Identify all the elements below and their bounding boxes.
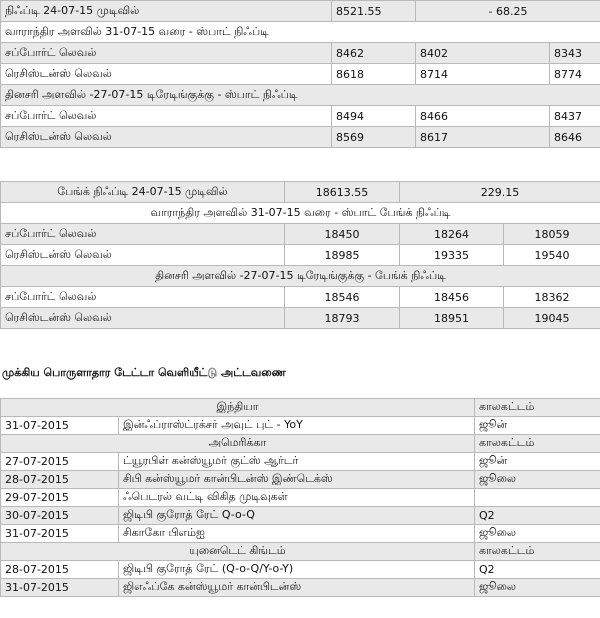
event-name: சிகாகோ பிஎம்ஐ: [119, 525, 475, 543]
table-row: [1, 579, 600, 597]
table-row: [1, 64, 600, 85]
row-label: சப்போர்ட் லெவல்: [1, 224, 285, 245]
level-value: 19335: [400, 245, 504, 266]
level-value: 18793: [285, 308, 400, 329]
level-value: 8774: [550, 64, 600, 85]
event-date: 31-07-2015: [1, 579, 119, 597]
table-row: [1, 471, 600, 489]
level-value: 8569: [332, 127, 416, 148]
period-header: காலகட்டம்: [475, 399, 600, 417]
level-value: 18059: [504, 224, 600, 245]
event-period: Q2: [475, 561, 600, 579]
table-row: [1, 106, 600, 127]
event-period: ஜூலை: [475, 471, 600, 489]
event-date: 31-07-2015: [1, 525, 119, 543]
event-name: ட்யூரபிள் கன்ஸ்யூமர் குட்ஸ் ஆர்டர்: [119, 453, 475, 471]
event-period: ஜூலை: [475, 579, 600, 597]
event-date: 28-07-2015: [1, 561, 119, 579]
level-value: 8462: [332, 43, 416, 64]
table-row: [1, 525, 600, 543]
level-value: 8494: [332, 106, 416, 127]
row-label: ரெசிஸ்டன்ஸ் லெவல்: [1, 127, 332, 148]
econ-calendar-table: [0, 398, 600, 597]
event-period: ஜூலை: [475, 525, 600, 543]
event-date: 30-07-2015: [1, 507, 119, 525]
banknifty-weekly-header-row: [1, 203, 600, 224]
table-row: [1, 561, 600, 579]
row-label: ரெசிஸ்டன்ஸ் லெவல்: [1, 64, 332, 85]
country-header-row: [1, 435, 600, 453]
table-row: [1, 453, 600, 471]
nifty-daily-header-row: [1, 85, 600, 106]
level-value: 18362: [504, 287, 600, 308]
nifty-close-row: [1, 1, 600, 22]
econ-calendar-title: முக்கிய பொருளாதார டேட்டா வெளியீட்டு அட்டவணை: [2, 366, 286, 379]
table-row: [1, 224, 600, 245]
country-name: யுனைடெட் கிங்டம்: [1, 543, 475, 561]
country-name: அமெரிக்கா: [1, 435, 475, 453]
level-value: 18951: [400, 308, 504, 329]
event-name: இன்ஃப்ராஸ்ட்ரக்சர் அவுட் புட் - YoY: [119, 417, 475, 435]
event-name: ஜிஎஃப்கே கன்ஸ்யூமர் கான்பிடன்ஸ்: [119, 579, 475, 597]
row-label: சப்போர்ட் லெவல்: [1, 287, 285, 308]
country-name: இந்தியா: [1, 399, 475, 417]
country-header-row: [1, 399, 600, 417]
level-value: 18546: [285, 287, 400, 308]
nifty-levels-table: [0, 0, 600, 148]
event-date: 27-07-2015: [1, 453, 119, 471]
nifty-weekly-header: வாராந்திர அளவில் 31-07-15 வரை - ஸ்பாட் நிஃப்டி: [1, 22, 600, 43]
event-period: Q2: [475, 507, 600, 525]
row-label: ரெசிஸ்டன்ஸ் லெவல்: [1, 245, 285, 266]
level-value: 8618: [332, 64, 416, 85]
banknifty-weekly-header: வாராந்திர அளவில் 31-07-15 வரை - ஸ்பாட் பேங்க் நிஃப்டி: [1, 203, 600, 224]
level-value: 18456: [400, 287, 504, 308]
country-header-row: [1, 543, 600, 561]
level-value: 8714: [416, 64, 550, 85]
level-value: 18264: [400, 224, 504, 245]
event-date: 28-07-2015: [1, 471, 119, 489]
banknifty-close-row: [1, 182, 600, 203]
nifty-close-label: நிஃப்டி 24-07-15 முடிவில்: [1, 1, 332, 22]
banknifty-close-value: 18613.55: [285, 182, 400, 203]
nifty-daily-header: தினசரி அளவில் -27-07-15 டிரேடிங்குக்கு - ஸ்பாட் நிஃப்டி: [1, 85, 600, 106]
level-value: 8402: [416, 43, 550, 64]
table-row: [1, 127, 600, 148]
banknifty-daily-header-row: [1, 266, 600, 287]
level-value: 8466: [416, 106, 550, 127]
event-date: 29-07-2015: [1, 489, 119, 507]
banknifty-daily-header: தினசரி அளவில் -27-07-15 டிரேடிங்குக்கு - பேங்க் நிஃப்டி: [1, 266, 600, 287]
event-period: ஜூன்: [475, 417, 600, 435]
table-row: [1, 417, 600, 435]
table-row: [1, 287, 600, 308]
row-label: ரெசிஸ்டன்ஸ் லெவல்: [1, 308, 285, 329]
table-row: [1, 507, 600, 525]
row-label: சப்போர்ட் லெவல்: [1, 106, 332, 127]
level-value: 8437: [550, 106, 600, 127]
nifty-change: - 68.25: [416, 1, 600, 22]
table-row: [1, 489, 600, 507]
event-period: ஜூன்: [475, 453, 600, 471]
level-value: 8646: [550, 127, 600, 148]
banknifty-close-label: பேங்க் நிஃப்டி 24-07-15 முடிவில்: [1, 182, 285, 203]
level-value: 8617: [416, 127, 550, 148]
event-name: ஃபெடரல் வட்டி விகித முடிவுகள்: [119, 489, 475, 507]
banknifty-change: 229.15: [400, 182, 600, 203]
nifty-close-value: 8521.55: [332, 1, 416, 22]
table-row: [1, 308, 600, 329]
period-header: காலகட்டம்: [475, 435, 600, 453]
period-header: காலகட்டம்: [475, 543, 600, 561]
event-period: [475, 489, 600, 507]
row-label: சப்போர்ட் லெவல்: [1, 43, 332, 64]
event-name: ஜிடிபி குரோத் ரேட் Q-o-Q: [119, 507, 475, 525]
nifty-weekly-header-row: [1, 22, 600, 43]
level-value: 18450: [285, 224, 400, 245]
level-value: 19540: [504, 245, 600, 266]
level-value: 19045: [504, 308, 600, 329]
level-value: 18985: [285, 245, 400, 266]
event-date: 31-07-2015: [1, 417, 119, 435]
table-row: [1, 43, 600, 64]
banknifty-levels-table: [0, 181, 600, 329]
event-name: சிபி கன்ஸ்யூமர் கான்பிடன்ஸ் இண்டெக்ஸ்: [119, 471, 475, 489]
event-name: ஜிடிபி குரோத் ரேட் (Q-o-Q/Y-o-Y): [119, 561, 475, 579]
table-row: [1, 245, 600, 266]
level-value: 8343: [550, 43, 600, 64]
